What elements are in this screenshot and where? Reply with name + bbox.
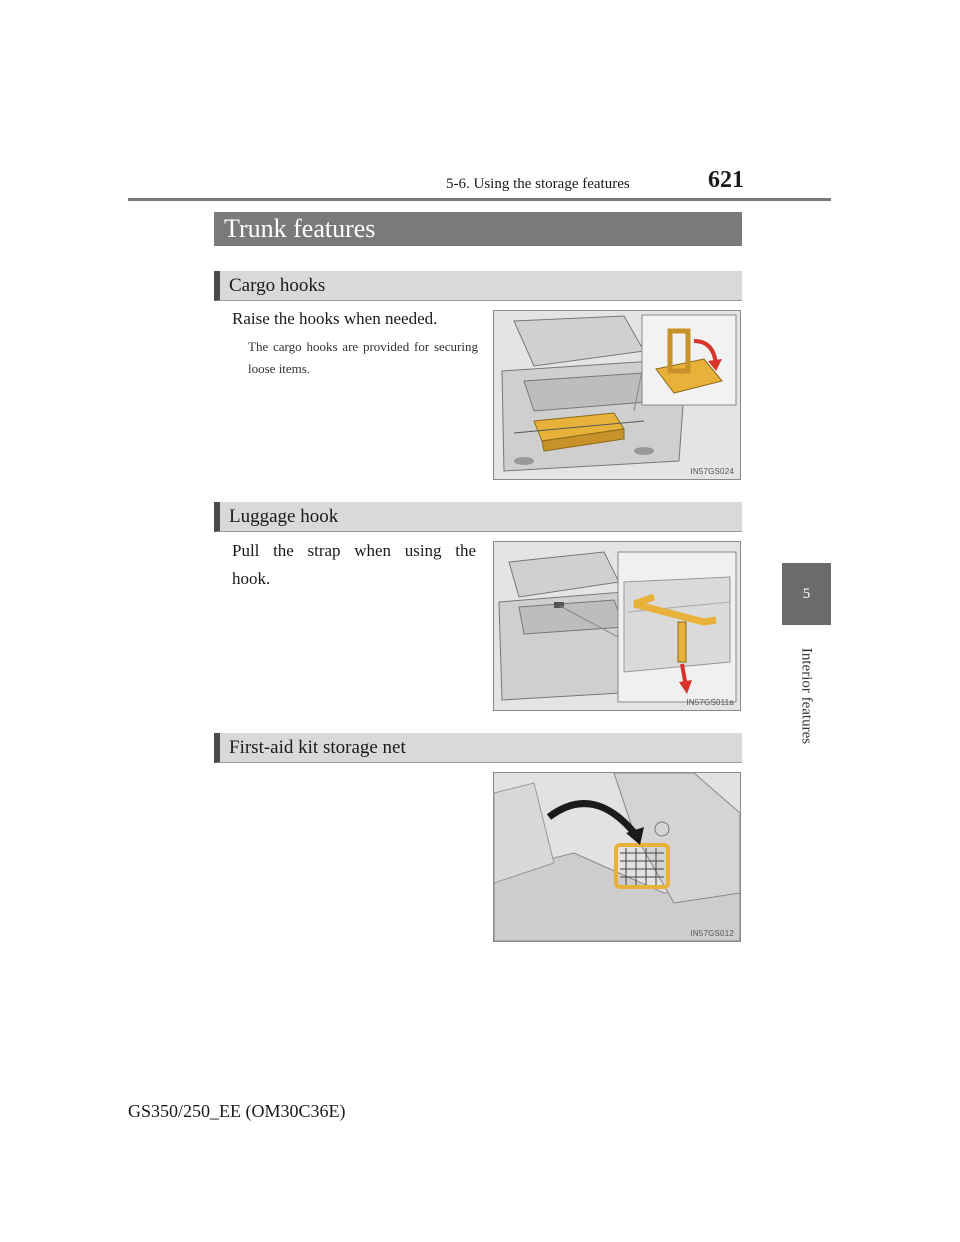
chapter-title-vertical [781, 636, 831, 756]
luggage-hook-instruction-line2: hook. [232, 569, 271, 588]
subheading-first-aid-net: First-aid kit storage net [214, 733, 742, 763]
first-aid-net-figure [493, 772, 741, 942]
first-aid-net-illustration [494, 773, 740, 941]
luggage-hook-figure [493, 541, 741, 711]
running-header: 5-6. Using the storage features [446, 176, 630, 192]
figure-code: IN57GS012 [690, 929, 734, 938]
cargo-hooks-instruction: Raise the hooks when needed. [232, 309, 438, 328]
footer-model-code: GS350/250_EE (OM30C36E) [128, 1101, 346, 1121]
header-rule [128, 198, 831, 201]
cargo-hooks-note: The cargo hooks are provided for securing loose items. [248, 339, 478, 376]
figure-code: IN57GS024 [690, 467, 734, 476]
luggage-hook-illustration [494, 542, 740, 710]
page-number: 621 [708, 167, 744, 193]
cargo-hooks-figure [493, 310, 741, 480]
luggage-hook-instruction-line1: Pull the strap when using the [232, 541, 476, 560]
chapter-title-text: Interior features [798, 647, 815, 745]
subheading-cargo-hooks: Cargo hooks [214, 271, 742, 301]
cargo-hooks-illustration [494, 311, 740, 479]
section-title: Trunk features [214, 212, 742, 246]
chapter-number-tab: 5 [782, 563, 831, 625]
figure-code: IN57GS011a [686, 698, 734, 707]
subheading-luggage-hook: Luggage hook [214, 502, 742, 532]
